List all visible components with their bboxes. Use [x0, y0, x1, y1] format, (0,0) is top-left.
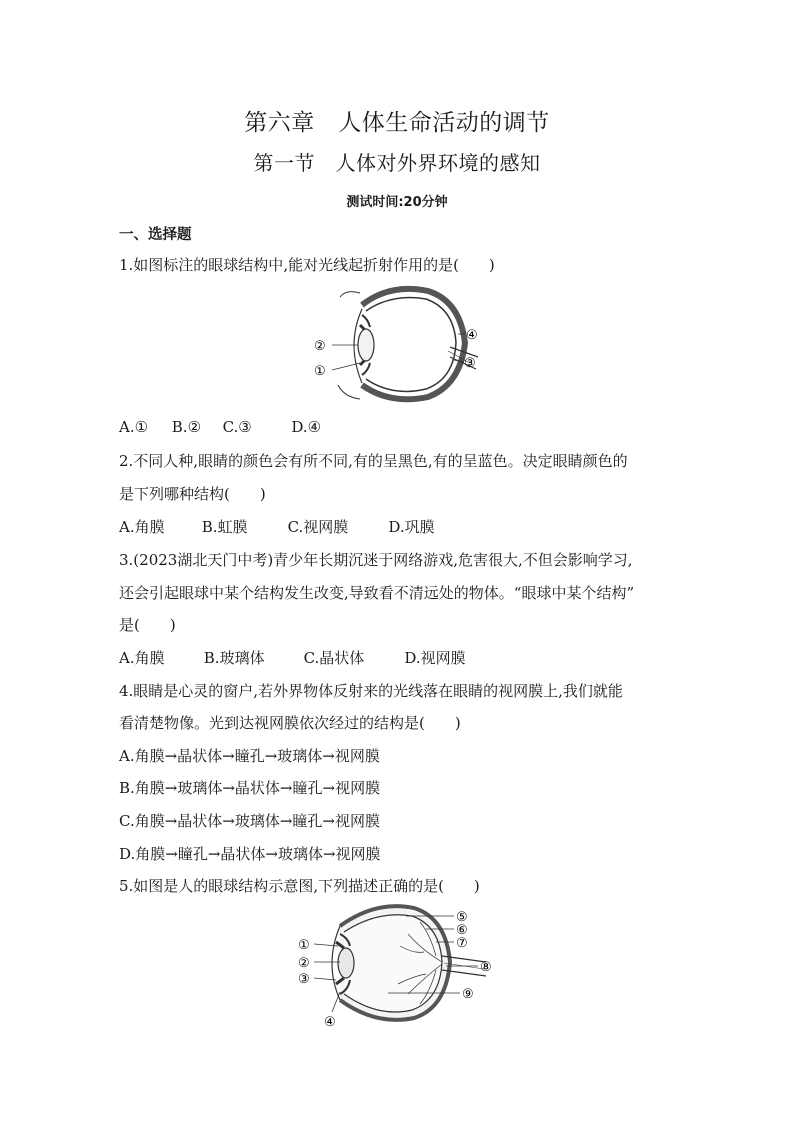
question-4-option-b[interactable]: B.角膜→玻璃体→晶状体→瞳孔→视网膜	[119, 779, 381, 797]
diagram1-label-1: ①	[314, 364, 326, 379]
option-c[interactable]: C.③	[222, 418, 252, 436]
diagram1-label-4: ④	[466, 328, 478, 343]
question-4-option-d[interactable]: D.角膜→瞳孔→晶状体→玻璃体→视网膜	[119, 845, 381, 863]
question-3-options	[119, 647, 466, 668]
question-1-options	[119, 418, 321, 436]
option-d[interactable]: D.④	[291, 418, 322, 436]
question-2-line-1: 2.不同人种,眼睛的颜色会有所不同,有的呈黑色,有的呈蓝色。决定眼睛颜色的	[119, 452, 628, 470]
section-title: 第一节 人体对外界环境的感知	[253, 151, 541, 175]
option-c[interactable]: C.视网膜	[287, 518, 349, 536]
question-2-options	[119, 516, 435, 537]
eye-diagram-1	[310, 285, 490, 405]
question-4-line-2: 看清楚物像。光到达视网膜依次经过的结构是( )	[119, 714, 461, 732]
option-a[interactable]: A.角膜	[119, 518, 165, 536]
diagram2-label-8: ⑧	[480, 960, 492, 975]
option-a[interactable]: A.角膜	[119, 649, 165, 667]
question-3-line-2: 还会引起眼球中某个结构发生改变,导致看不清远处的物体。“眼球中某个结构”	[119, 584, 635, 602]
diagram1-label-2: ②	[314, 339, 326, 354]
eye-diagram-2	[296, 904, 500, 1030]
diagram2-label-7: ⑦	[456, 936, 468, 951]
question-5-text: 5.如图是人的眼球结构示意图,下列描述正确的是( )	[119, 877, 480, 895]
diagram2-label-5: ⑤	[456, 910, 468, 925]
diagram2-label-1: ①	[298, 938, 310, 953]
diagram2-label-6: ⑥	[456, 923, 468, 938]
question-4-line-1: 4.眼睛是心灵的窗户,若外界物体反射来的光线落在眼睛的视网膜上,我们就能	[119, 682, 623, 700]
option-d[interactable]: D.巩膜	[388, 518, 435, 536]
question-2-line-2: 是下列哪种结构( )	[119, 485, 266, 503]
diagram2-label-4: ④	[324, 1015, 336, 1030]
question-3-line-1: 3.(2023湖北天门中考)青少年长期沉迷于网络游戏,危害很大,不但会影响学习,	[119, 551, 633, 569]
diagram2-label-9: ⑨	[462, 987, 474, 1002]
question-4-option-a[interactable]: A.角膜→晶状体→瞳孔→玻璃体→视网膜	[119, 747, 380, 765]
option-b[interactable]: B.虹膜	[201, 518, 248, 536]
chapter-title: 第六章 人体生命活动的调节	[244, 110, 550, 136]
test-time: 测试时间:20分钟	[346, 195, 448, 210]
option-b[interactable]: B.②	[171, 418, 202, 436]
diagram1-label-3: ③	[464, 356, 476, 371]
diagram2-label-3: ③	[298, 972, 310, 987]
diagram2-label-2: ②	[298, 956, 310, 971]
eyeball-drawing	[338, 289, 478, 399]
option-b[interactable]: B.玻璃体	[203, 649, 265, 667]
question-4-option-c[interactable]: C.角膜→晶状体→玻璃体→瞳孔→视网膜	[119, 812, 380, 830]
question-1-text: 1.如图标注的眼球结构中,能对光线起折射作用的是( )	[119, 256, 495, 274]
option-d[interactable]: D.视网膜	[404, 649, 466, 667]
section-label: 一、选择题	[119, 227, 192, 243]
option-a[interactable]: A.①	[119, 418, 149, 436]
question-3-line-3: 是( )	[119, 616, 176, 634]
option-c[interactable]: C.晶状体	[303, 649, 365, 667]
